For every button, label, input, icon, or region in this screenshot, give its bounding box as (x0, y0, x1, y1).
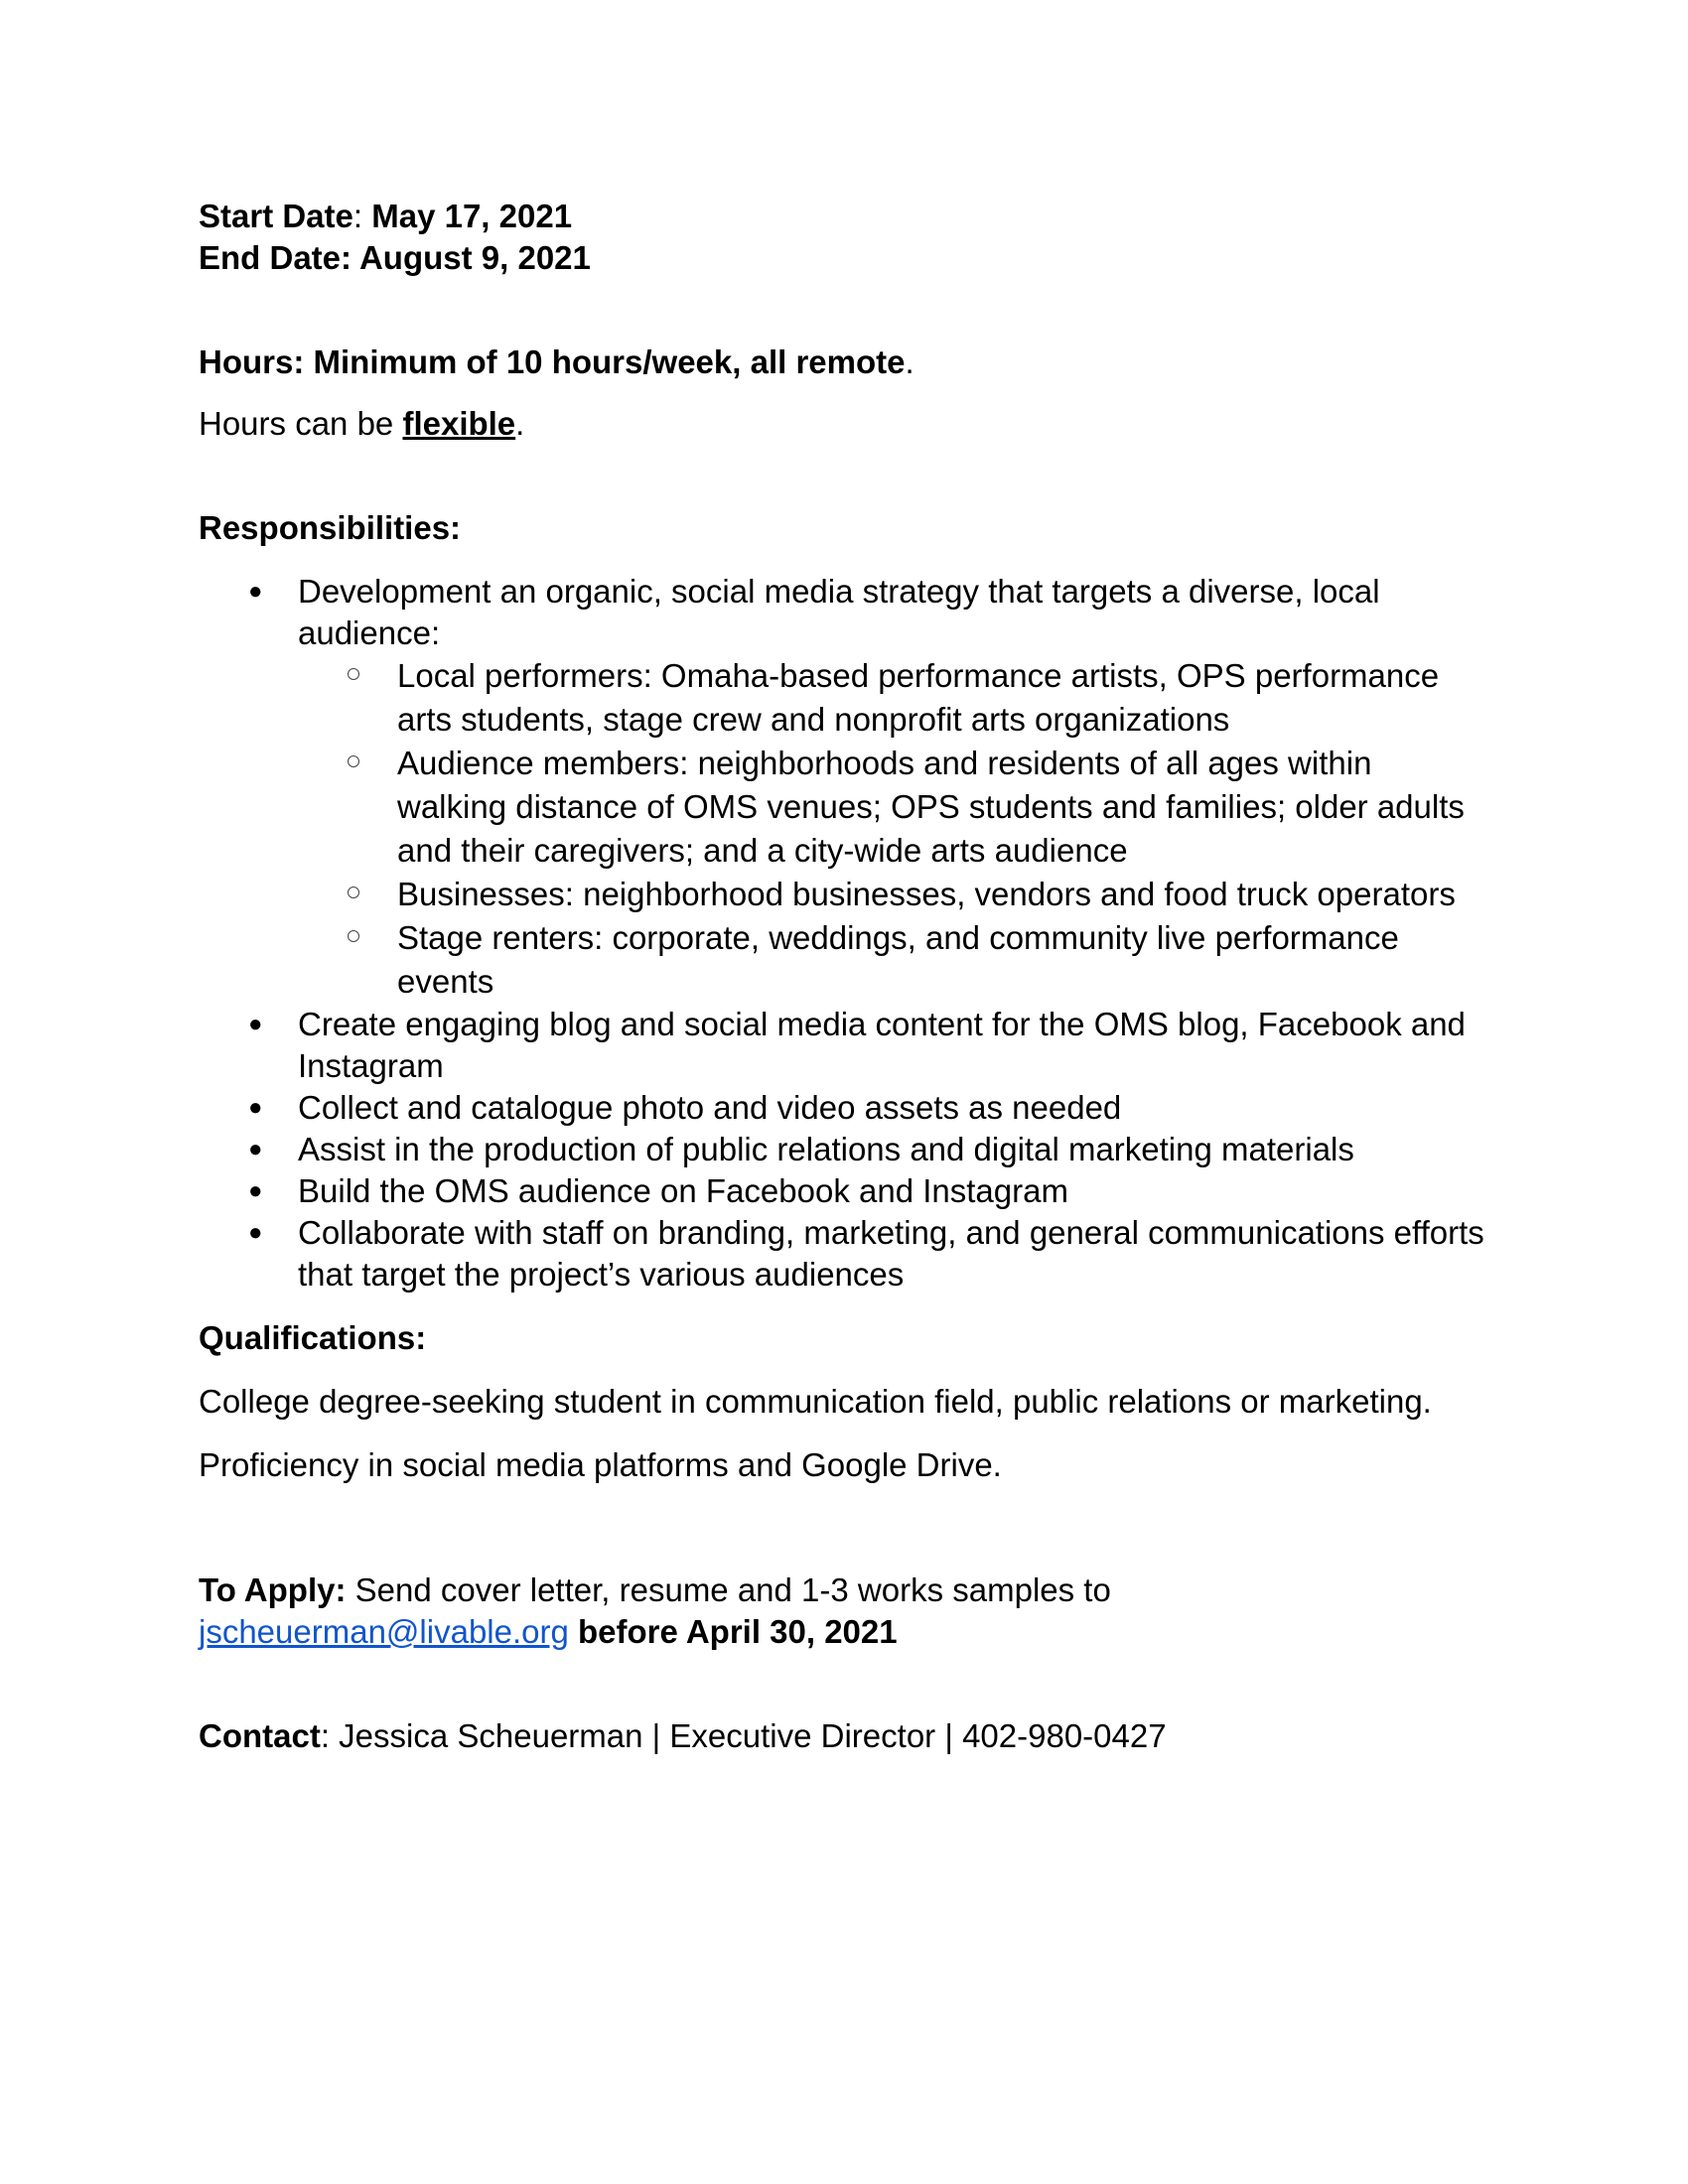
responsibilities-list (199, 571, 1489, 1296)
start-date-label: Start Date (199, 198, 353, 234)
contact-label: Contact (199, 1717, 321, 1754)
end-date-value: August 9, 2021 (358, 239, 591, 276)
list-item-text: Create engaging blog and social media content for the OMS blog, Facebook and Instagram (298, 1006, 1466, 1084)
bullet-icon: ● (248, 1011, 263, 1037)
contact-line (199, 1715, 1489, 1757)
sub-list-item-text: Local performers: Omaha-based performance artists, OPS performance arts students, stage crew and nonprofit arts organizations (397, 657, 1440, 738)
hours-flex-suffix: . (515, 405, 525, 442)
sub-list-item (298, 916, 1489, 1004)
bullet-icon: ● (248, 1219, 263, 1246)
list-item (199, 1129, 1489, 1170)
bullet-icon: ● (248, 1136, 263, 1162)
list-item (199, 1004, 1489, 1087)
circle-bullet-icon (348, 930, 359, 942)
start-date-line (199, 196, 1489, 237)
hours-line (199, 341, 1489, 383)
circle-bullet-icon (348, 887, 359, 898)
list-item-text: Collaborate with staff on branding, marketing, and general communications efforts that target the project’s various audiences (298, 1214, 1484, 1293)
end-date-line (199, 237, 1489, 279)
apply-line (199, 1570, 1489, 1611)
list-item-text: Collect and catalogue photo and video assets as needed (298, 1089, 1122, 1126)
list-item-text: Development an organic, social media strategy that targets a diverse, local audience: (298, 573, 1380, 651)
list-item (199, 1087, 1489, 1129)
sub-list-item (298, 742, 1489, 873)
hours-period: . (905, 343, 914, 380)
list-item-text: Build the OMS audience on Facebook and Instagram (298, 1172, 1068, 1209)
end-date-label: End Date: (199, 239, 352, 276)
sub-list-item-text: Audience members: neighborhoods and residents of all ages within walking distance of OMS venues; OPS students and families; older adults and their caregivers; and a city-wide arts audience (397, 745, 1465, 869)
qualification-line: Proficiency in social media platforms and Google Drive. (199, 1446, 1002, 1483)
start-date-value: May 17, 2021 (371, 198, 573, 234)
list-item (199, 1170, 1489, 1212)
bullet-icon: ● (248, 578, 263, 605)
contact-text: : Jessica Scheuerman | Executive Director | 402-980-0427 (320, 1717, 1167, 1754)
qualification-line: College degree-seeking student in communication field, public relations or marketing. (199, 1383, 1432, 1420)
bullet-icon: ● (248, 1177, 263, 1204)
list-item (199, 1212, 1489, 1296)
apply-text: Send cover letter, resume and 1-3 works samples to (346, 1571, 1111, 1608)
hours-label: Hours: (199, 343, 305, 380)
hours-flexible-line (199, 403, 1489, 445)
sub-list-item-text: Stage renters: corporate, weddings, and community live performance events (397, 919, 1399, 1000)
sub-list-item-text: Businesses: neighborhood businesses, vendors and food truck operators (397, 876, 1456, 912)
list-item (199, 571, 1489, 1004)
circle-bullet-icon (348, 755, 359, 767)
apply-email-line (199, 1611, 1489, 1653)
sub-list-item (298, 873, 1489, 916)
circle-bullet-icon (348, 668, 359, 680)
bullet-icon: ● (248, 1094, 263, 1121)
start-date-sep: : (352, 198, 372, 234)
email-link[interactable]: jscheuerman@livable.org (199, 1613, 569, 1650)
hours-flex-word: flexible (402, 405, 516, 442)
list-item-text: Assist in the production of public relations and digital marketing materials (298, 1131, 1354, 1167)
hours-flex-prefix: Hours can be (199, 405, 403, 442)
apply-deadline: before April 30, 2021 (568, 1613, 898, 1650)
document-page (199, 196, 1489, 1757)
apply-label: To Apply: (199, 1571, 347, 1608)
hours-value: Minimum of 10 hours/week, all remote (313, 343, 906, 380)
sub-list (298, 654, 1489, 1004)
sub-list-item (298, 654, 1489, 742)
responsibilities-heading: Responsibilities: (199, 509, 462, 546)
qualifications-heading: Qualifications: (199, 1319, 427, 1356)
